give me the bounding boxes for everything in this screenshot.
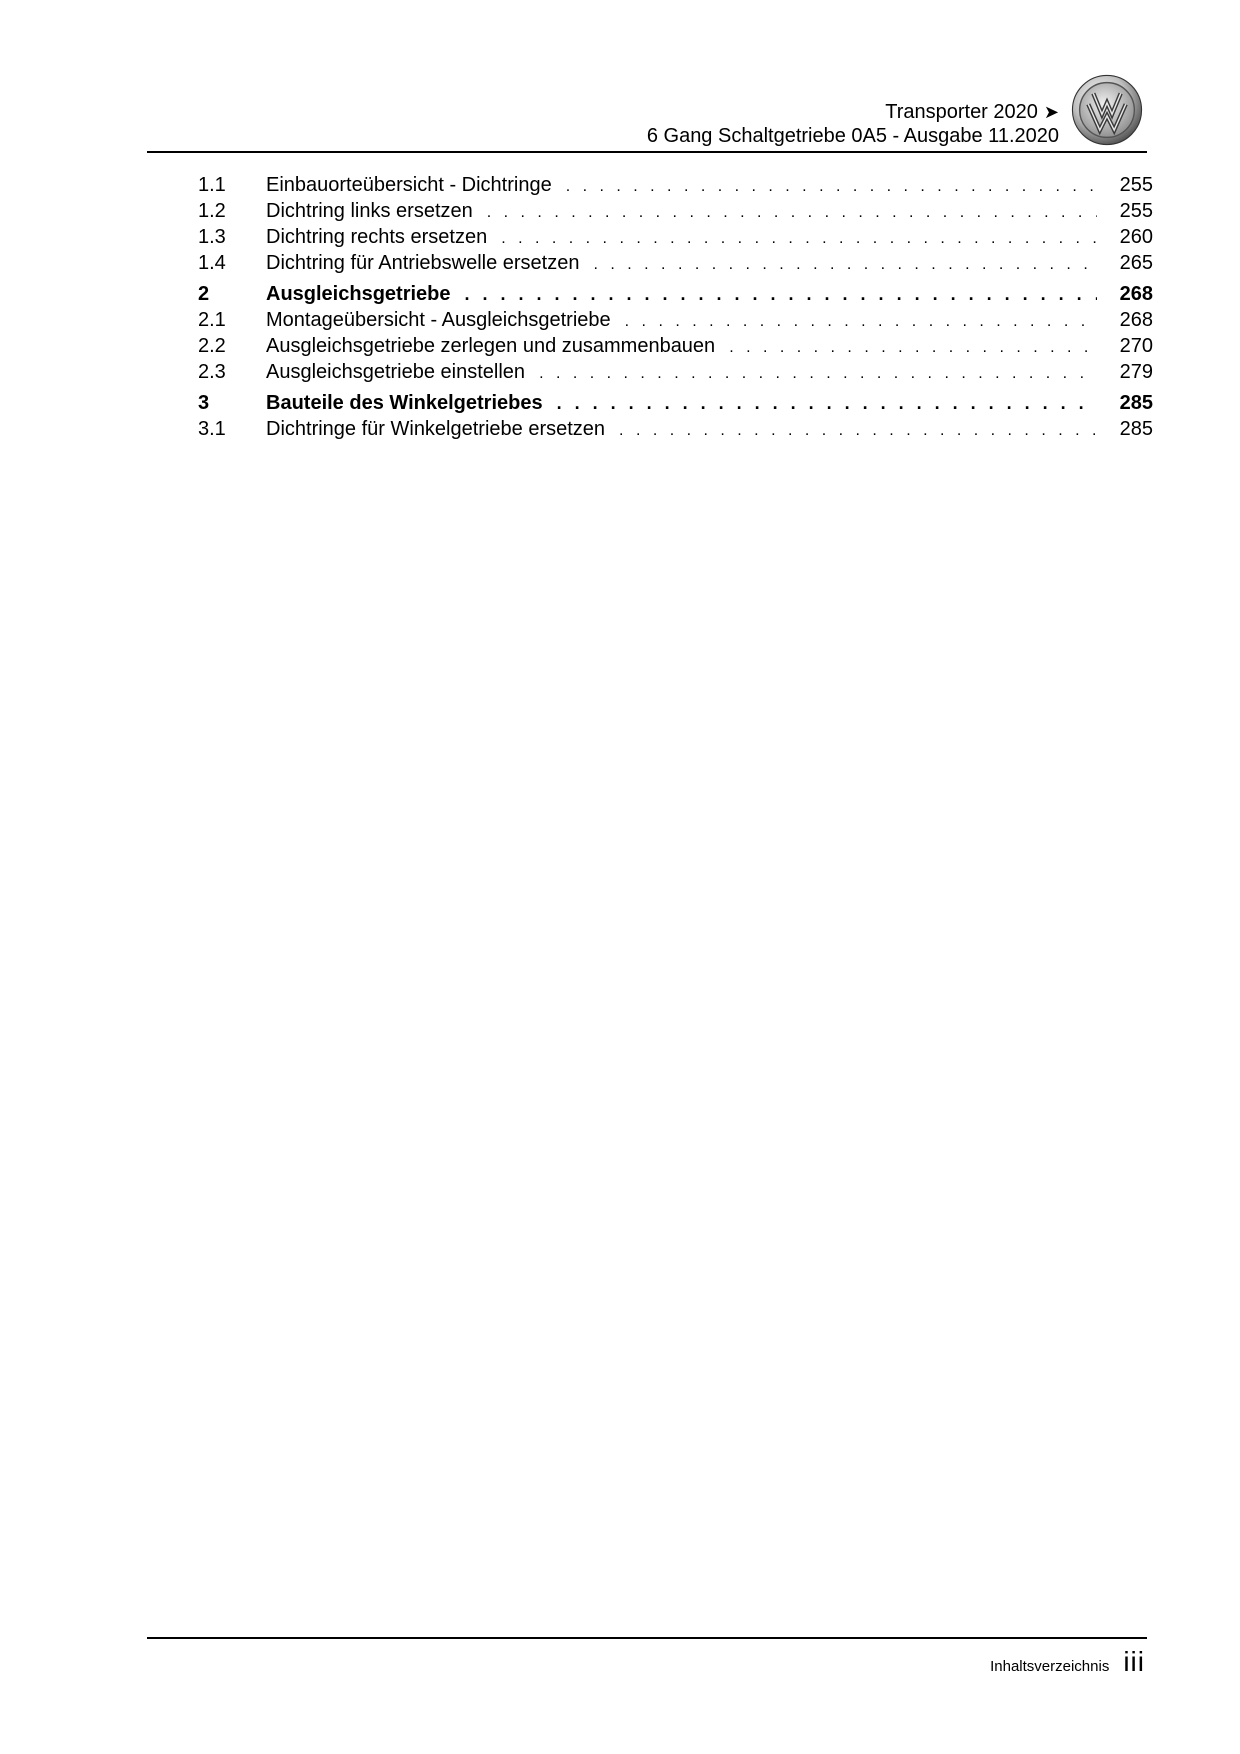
header-text (647, 100, 1059, 148)
toc-title: Montageübersicht - Ausgleichsgetriebe (266, 309, 611, 331)
toc-page-number: 268 (1119, 309, 1153, 331)
vw-logo-icon (1071, 74, 1143, 146)
toc-number: 2.3 (198, 361, 226, 383)
toc-number: 1.4 (198, 252, 226, 274)
toc-page-number: 260 (1119, 226, 1153, 248)
toc-entry-1-2[interactable] (198, 198, 1153, 224)
page-footer (990, 1646, 1145, 1678)
toc-entry-3-1[interactable] (198, 416, 1153, 442)
toc-page-number: 279 (1119, 361, 1153, 383)
toc-leader-dots (566, 174, 1097, 200)
toc-entry-1-4[interactable] (198, 250, 1153, 276)
toc-title: Ausgleichsgetriebe zerlegen und zusammenbauen (266, 335, 716, 357)
toc-leader-dots (593, 252, 1097, 278)
arrow-icon: ➤ (1043, 102, 1059, 122)
toc-number: 3 (198, 392, 210, 414)
toc-entry-2-1[interactable] (198, 307, 1153, 333)
toc-page-number: 255 (1119, 174, 1153, 196)
toc-title: Dichtring links ersetzen (266, 200, 473, 222)
footer-section-label: Inhaltsverzeichnis (990, 1658, 1110, 1675)
toc-page-number: 285 (1119, 392, 1153, 414)
toc-leader-dots (619, 418, 1097, 444)
toc-number: 2.2 (198, 335, 226, 357)
toc-chapter-3[interactable] (198, 390, 1153, 416)
toc-number: 3.1 (198, 418, 226, 440)
toc-entry-1-1[interactable] (198, 172, 1153, 198)
header-title: Transporter 2020 (885, 101, 1038, 123)
toc-page-number: 268 (1119, 283, 1153, 305)
toc-title: Bauteile des Winkelgetriebes (266, 392, 543, 414)
toc-entry-1-3[interactable] (198, 224, 1153, 250)
toc-chapter-2[interactable] (198, 281, 1153, 307)
toc-number: 2.1 (198, 309, 226, 331)
toc-number: 2 (198, 283, 210, 305)
toc-page-number: 270 (1119, 335, 1153, 357)
toc-leader-dots (501, 226, 1097, 252)
toc-entry-2-3[interactable] (198, 359, 1153, 385)
toc-leader-dots (487, 200, 1097, 226)
toc-leader-dots (465, 281, 1097, 307)
toc-page-number: 285 (1119, 418, 1153, 440)
toc-title: Ausgleichsgetriebe einstellen (266, 361, 526, 383)
toc-leader-dots (625, 309, 1097, 335)
toc-title: Dichtringe für Winkelgetriebe ersetzen (266, 418, 606, 440)
toc-leader-dots (557, 390, 1097, 416)
toc-number: 1.3 (198, 226, 226, 248)
footer-divider (147, 1637, 1147, 1639)
footer-page-number: iii (1123, 1646, 1145, 1677)
header-subtitle: 6 Gang Schaltgetriebe 0A5 - Ausgabe 11.2020 (646, 125, 1059, 147)
table-of-contents (198, 172, 1153, 442)
toc-entry-2-2[interactable] (198, 333, 1153, 359)
toc-leader-dots (729, 335, 1097, 361)
header-title-line (647, 100, 1059, 124)
toc-number: 1.1 (198, 174, 226, 196)
toc-leader-dots (539, 361, 1097, 387)
toc-number: 1.2 (198, 200, 226, 222)
toc-title: Ausgleichsgetriebe (266, 283, 451, 305)
header-divider (147, 151, 1147, 153)
toc-page-number: 265 (1119, 252, 1153, 274)
toc-title: Dichtring für Antriebswelle ersetzen (266, 252, 580, 274)
toc-page-number: 255 (1119, 200, 1153, 222)
page-header (147, 72, 1147, 154)
toc-title: Einbauorteübersicht - Dichtringe (266, 174, 552, 196)
toc-title: Dichtring rechts ersetzen (266, 226, 488, 248)
